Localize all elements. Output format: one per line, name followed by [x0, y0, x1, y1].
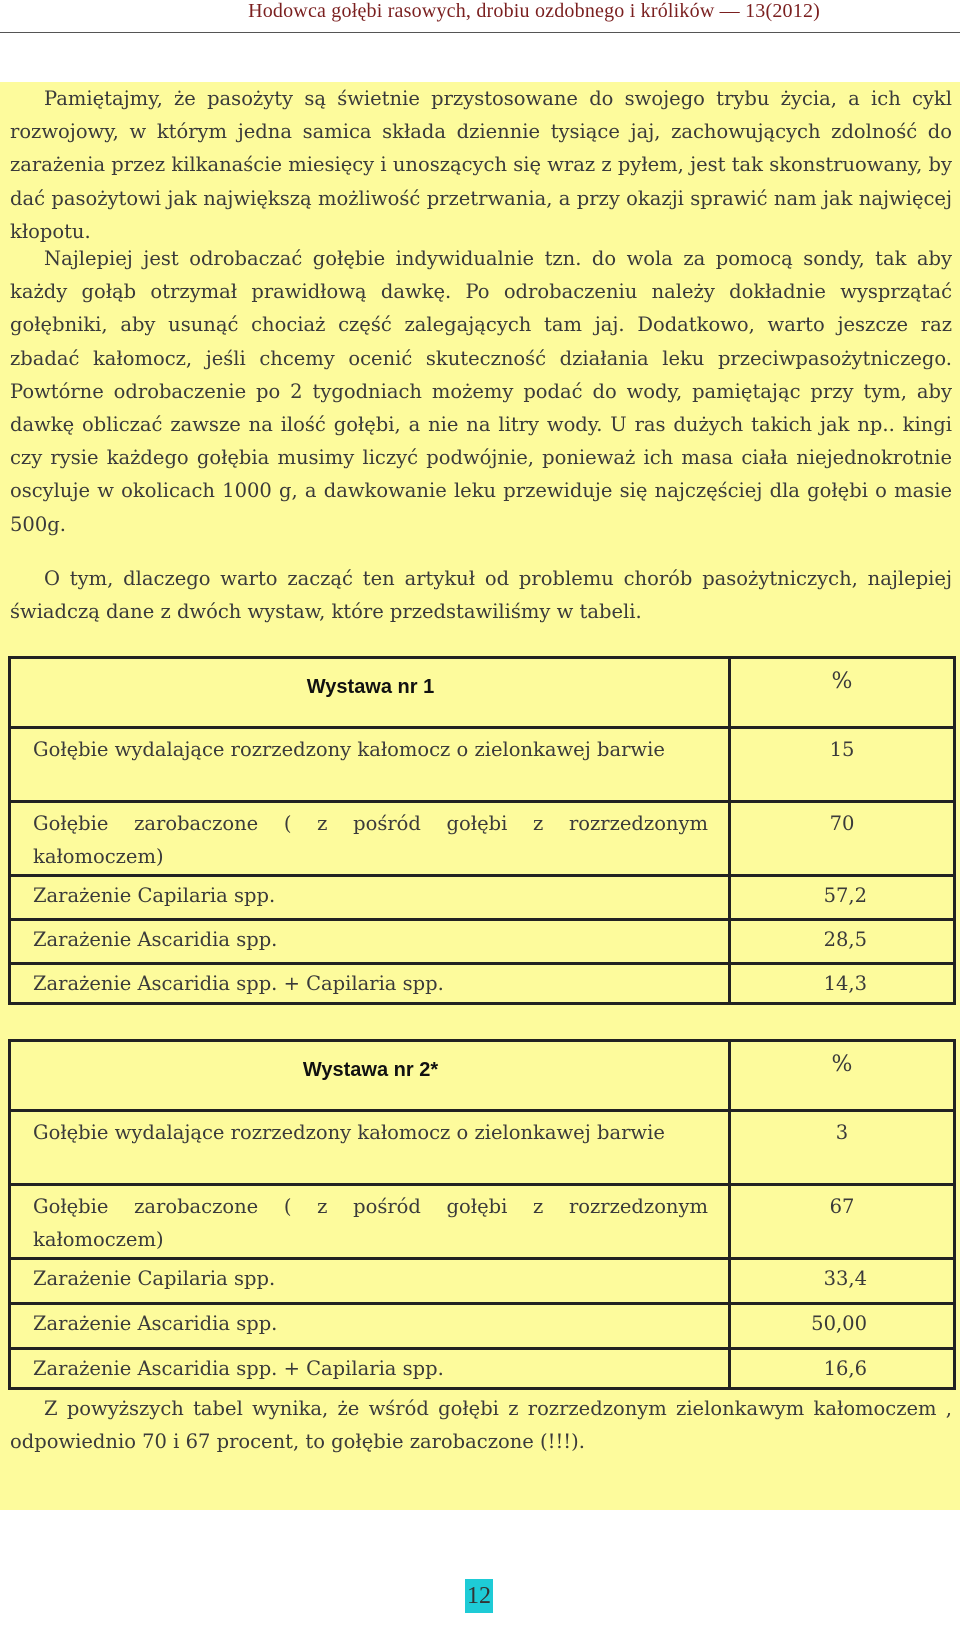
row-label: Gołębie zarobaczone ( z pośród gołębi z rozrzedzonym kałomoczem) — [11, 1186, 731, 1257]
row-label: Gołębie wydalające rozrzedzony kałomocz o zielonkawej barwie — [11, 1112, 731, 1183]
row-value: 3 — [835, 1121, 849, 1144]
table-row — [11, 803, 953, 877]
table-row — [11, 1112, 953, 1186]
page-number: 12 — [465, 1579, 493, 1613]
table-header-unit: % — [831, 669, 853, 694]
table-row — [11, 1260, 953, 1305]
table-row — [11, 965, 953, 1005]
paragraph-2 — [10, 242, 952, 541]
row-value: 28,5 — [823, 928, 867, 951]
row-value: 70 — [829, 812, 855, 835]
exhibition-2-table — [8, 1039, 956, 1390]
row-label: Zarażenie Capilaria spp. — [11, 1260, 731, 1302]
exhibition-1-table — [8, 656, 956, 1005]
table-header-title: Wystawa nr 1 — [11, 659, 731, 726]
row-label: Zarażenie Ascaridia spp. — [11, 1305, 731, 1347]
table-header-unit: % — [831, 1052, 853, 1077]
table-row — [11, 1186, 953, 1260]
paragraph-4-text: Z powyższych tabel wynika, że wśród gołębi z rozrzedzonym zielonkawym kałomoczem , odpowiednio 70 i 67 procent, to gołębie zarobaczone (!!!). — [10, 1397, 952, 1454]
row-value: 16,6 — [823, 1357, 867, 1380]
row-label: Gołębie wydalające rozrzedzony kałomocz o zielonkawej barwie — [11, 729, 731, 800]
row-label: Zarażenie Ascaridia spp. + Capilaria spp. — [11, 965, 731, 1005]
paragraph-3-text: O tym, dlaczego warto zacząć ten artykuł od problemu chorób pasożytniczych, najlepiej świadczą dane z dwóch wystaw, które przedstawiliśmy w tabeli. — [10, 567, 952, 624]
row-label: Zarażenie Capilaria spp. — [11, 877, 731, 918]
paragraph-4 — [10, 1392, 952, 1458]
paragraph-2-text: Najlepiej jest odrobaczać gołębie indywidualnie tzn. do wola za pomocą sondy, tak aby każdy gołąb otrzymał prawidłową dawkę. Po odrobaczeniu należy dokładnie wysprzątać gołębniki, aby usunąć chociaż część zalegających tam jaj. Dodatkowo, warto jeszcze raz zbadać kałomocz, jeśli chcemy ocenić skuteczność działania leku przeciwpasożytniczego. Powtórne odrobaczenie po 2 tygodniach możemy podać do wody, pamiętając przy tym, aby dawkę obliczać zawsze na ilość gołębi, a nie na litry wody. U ras dużych takich jak np.. kingi czy rysie każdego gołębia musimy liczyć podwójnie, ponieważ ich masa ciała niejednokrotnie oscyluje w okolicach 1000 g, a dawkowanie leku przewiduje się najczęściej dla gołębi o masie 500g. — [10, 247, 952, 536]
page-header — [0, 0, 960, 33]
table-row — [11, 877, 953, 921]
row-value: 50,00 — [811, 1312, 867, 1335]
table-header-title: Wystawa nr 2* — [11, 1042, 731, 1109]
row-value: 14,3 — [823, 972, 867, 995]
table-header-row — [11, 1042, 953, 1112]
table-row — [11, 729, 953, 803]
row-value: 15 — [829, 738, 855, 761]
table-row — [11, 921, 953, 965]
row-label: Gołębie zarobaczone ( z pośród gołębi z rozrzedzonym kałomoczem) — [11, 803, 731, 874]
running-title: Hodowca gołębi rasowych, drobiu ozdobnego i królików — 13(2012) — [248, 0, 820, 22]
row-value: 67 — [829, 1195, 855, 1218]
row-label: Zarażenie Ascaridia spp. — [11, 921, 731, 962]
table-row — [11, 1350, 953, 1390]
row-value: 33,4 — [823, 1267, 867, 1290]
table-row — [11, 1305, 953, 1350]
row-label: Zarażenie Ascaridia spp. + Capilaria spp. — [11, 1350, 731, 1390]
paragraph-1-text: Pamiętajmy, że pasożyty są świetnie przystosowane do swojego trybu życia, a ich cykl rozwojowy, w którym jedna samica składa dziennie tysiące jaj, zachowujących zdolność do zarażenia przez kilkanaście miesięcy i unoszących się wraz z pyłem, jest tak skonstruowany, by dać pasożytowi jak największą możliwość przetrwania, a przy okazji sprawić nam jak najwięcej kłopotu. — [10, 87, 952, 243]
table-header-row — [11, 659, 953, 729]
paragraph-3 — [10, 562, 952, 628]
paragraph-1 — [10, 82, 952, 248]
row-value: 57,2 — [823, 884, 867, 907]
